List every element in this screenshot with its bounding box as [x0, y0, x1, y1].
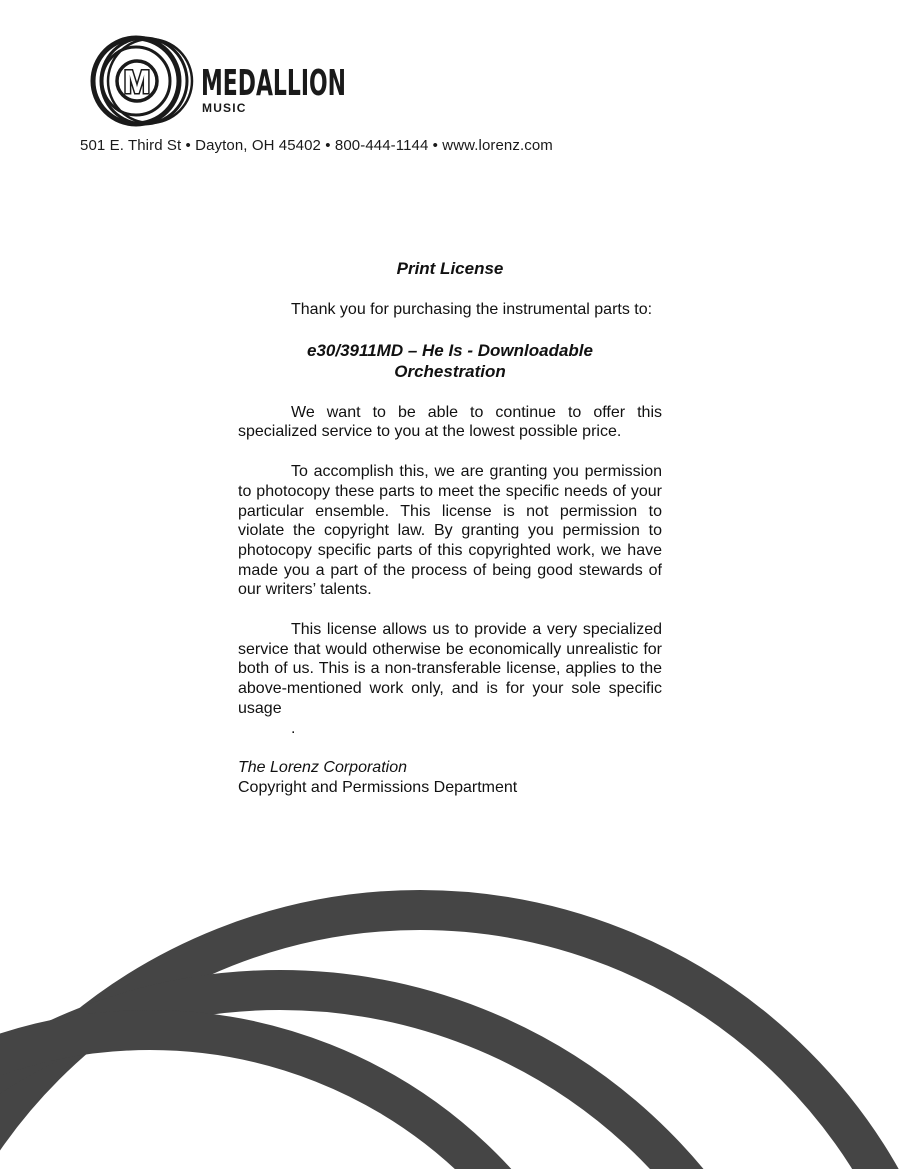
company-address: 501 E. Third St • Dayton, OH 45402 • 800-444-1144 • www.lorenz.com [80, 137, 553, 154]
logo-letter: M [123, 64, 151, 100]
body-paragraph: This license allows us to provide a very specialized service that would otherwise be economically unrealistic for both of us. This is a non-transferable license, applies to the above-mentioned work only, and is for your sole specific usage [238, 621, 662, 717]
letter-title: Print License [396, 259, 504, 278]
intro-paragraph: Thank you for purchasing the instrumental parts to: [291, 301, 653, 318]
brand-name: MEDALLION [201, 63, 346, 104]
signature-company: The Lorenz Corporation [238, 759, 407, 777]
body-paragraph: We want to be able to continue to offer this specialized service to you at the lowest possible price. [238, 403, 662, 441]
product-title: e30/3911MD – He Is - Downloadable Orchestration [307, 340, 593, 382]
body-paragraph: To accomplish this, we are granting you permission to photocopy these parts to meet the specific needs of your particular ensemble. This license is not permission to violate the copyright law. By granting you permission to photocopy specific parts of this copyrighted work, we have made you a part of the process of being good stewards of our writers’ talents. [238, 463, 662, 599]
license-letter [238, 258, 662, 798]
trailing-dot: . [291, 719, 296, 737]
brand-sub: MUSIC [202, 101, 247, 115]
signature-department: Copyright and Permissions Department [238, 778, 518, 796]
decorative-arcs [0, 880, 900, 1164]
medallion-logo [80, 33, 360, 129]
arc-pattern-icon [0, 910, 900, 1169]
